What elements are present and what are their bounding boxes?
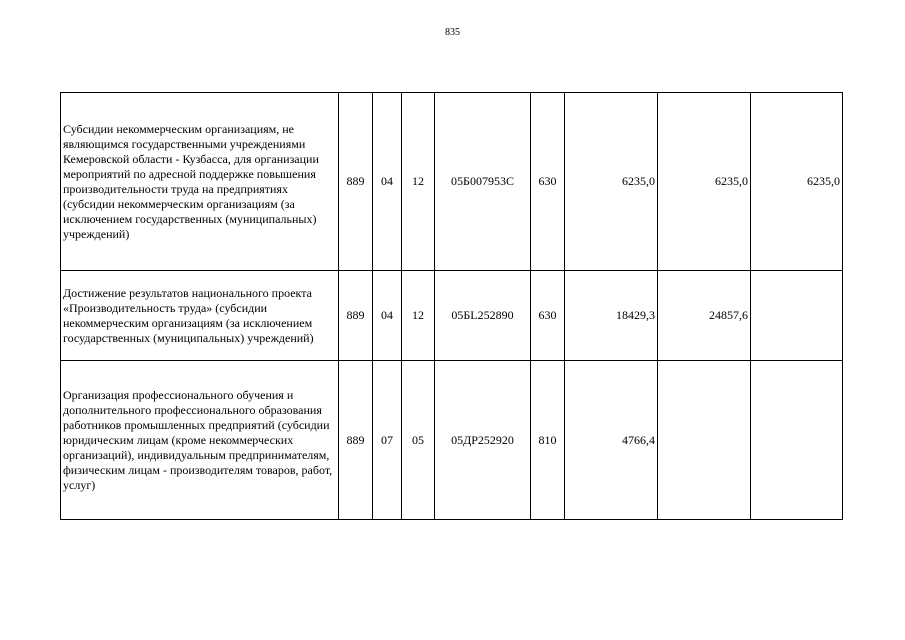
sum-year-3-cell xyxy=(751,361,843,520)
subsection-code-cell: 05 xyxy=(402,361,435,520)
page-number: 835 xyxy=(445,27,460,38)
sum-year-2-cell: 24857,6 xyxy=(658,271,751,361)
sum-year-2-cell: 6235,0 xyxy=(658,93,751,271)
section-code-cell: 04 xyxy=(373,271,402,361)
expense-name-cell: Организация профессионального обучения и дополнительного профессионального образования работников промышленных предприятий (субсидии юридическим лицам (кроме некоммерческих организаций), индивидуальным предпринимателям, физическим лицам - производителям товаров, работ, услуг) xyxy=(61,361,339,520)
table-row xyxy=(61,93,843,271)
sum-year-3-cell xyxy=(751,271,843,361)
ministry-code-cell: 889 xyxy=(339,271,373,361)
section-code-cell: 04 xyxy=(373,93,402,271)
ministry-code-cell: 889 xyxy=(339,93,373,271)
subsection-code-cell: 12 xyxy=(402,93,435,271)
target-article-cell: 05Б007953С xyxy=(435,93,531,271)
table-row xyxy=(61,271,843,361)
expense-type-cell: 630 xyxy=(531,93,565,271)
sum-year-2-cell xyxy=(658,361,751,520)
expense-name-cell: Достижение результатов национального проекта «Производительность труда» (субсидии некоммерческим организациям (за исключением государственных (муниципальных) учреждений) xyxy=(61,271,339,361)
sum-year-1-cell: 18429,3 xyxy=(565,271,658,361)
subsection-code-cell: 12 xyxy=(402,271,435,361)
budget-table xyxy=(60,92,843,520)
target-article-cell: 05БL252890 xyxy=(435,271,531,361)
expense-type-cell: 810 xyxy=(531,361,565,520)
target-article-cell: 05ДР252920 xyxy=(435,361,531,520)
table-row xyxy=(61,361,843,520)
sum-year-3-cell: 6235,0 xyxy=(751,93,843,271)
ministry-code-cell: 889 xyxy=(339,361,373,520)
expense-name-cell: Субсидии некоммерческим организациям, не являющимся государственными учреждениями Кемеровской области - Кузбасса, для организации мероприятий по адресной поддержке повышения производительности труда на предприятиях (субсидии некоммерческим организациям (за исключением государственных (муниципальных) учреждений) xyxy=(61,93,339,271)
section-code-cell: 07 xyxy=(373,361,402,520)
sum-year-1-cell: 4766,4 xyxy=(565,361,658,520)
sum-year-1-cell: 6235,0 xyxy=(565,93,658,271)
expense-type-cell: 630 xyxy=(531,271,565,361)
